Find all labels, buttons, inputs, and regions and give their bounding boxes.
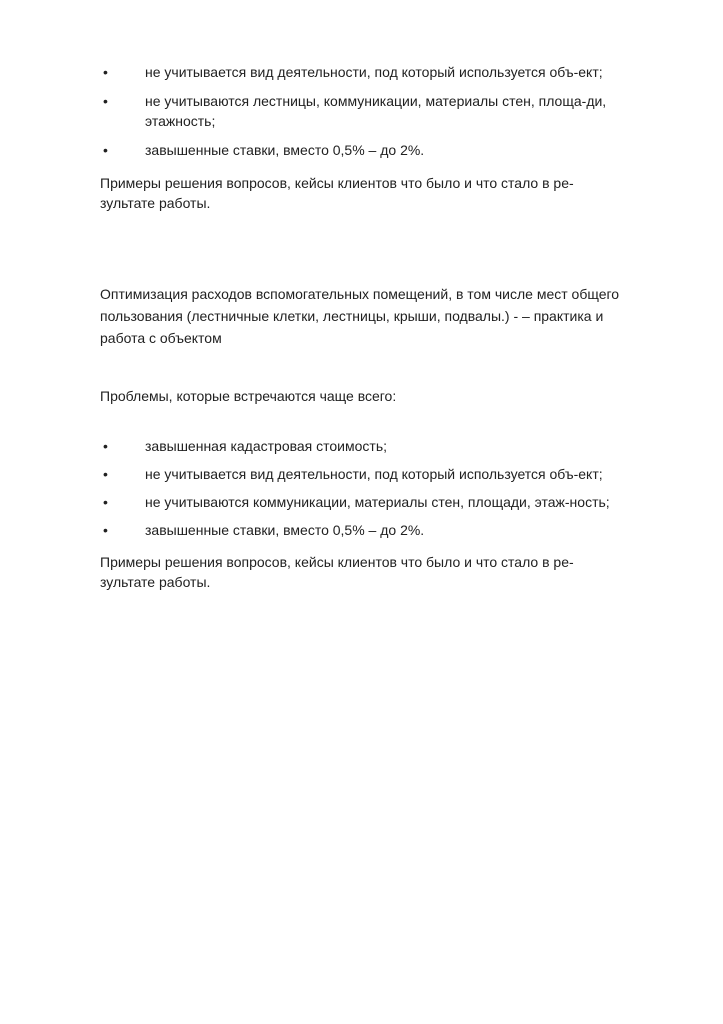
paragraph-optimization: Оптимизация расходов вспомогательных помещений, в том числе мест общего пользования (лестничные клетки, лестницы, крыши, подвалы.) - – практика и работа с объектом xyxy=(100,286,620,346)
bullet-item: • не учитываются коммуникации, материалы стен, площади, этаж-ность; xyxy=(100,492,625,512)
bullet-item: • не учитываются лестницы, коммуникации, материалы стен, площа-ди, этажность; xyxy=(100,91,625,131)
bullet-list-bottom xyxy=(100,436,625,540)
bullet-item: • завышенные ставки, вместо 0,5% – до 2%. xyxy=(100,520,625,540)
bullet-item: • завышенная кадастровая стоимость; xyxy=(100,436,625,456)
paragraph-problems-heading: Проблемы, которые встречаются чаще всего: xyxy=(100,388,397,404)
bullet-item: • завышенные ставки, вместо 0,5% – до 2%. xyxy=(100,140,625,160)
bullet-item: • не учитывается вид деятельности, под который используется объ-ект; xyxy=(100,62,625,82)
paragraph-examples-2: Примеры решения вопросов, кейсы клиентов что было и что стало в ре-зультате работы. xyxy=(100,554,574,590)
bullet-item: • не учитывается вид деятельности, под который используется объ-ект; xyxy=(100,464,625,484)
paragraph-examples-1: Примеры решения вопросов, кейсы клиентов что было и что стало в ре-зультате работы. xyxy=(100,175,574,211)
bullet-list-top xyxy=(100,62,625,160)
